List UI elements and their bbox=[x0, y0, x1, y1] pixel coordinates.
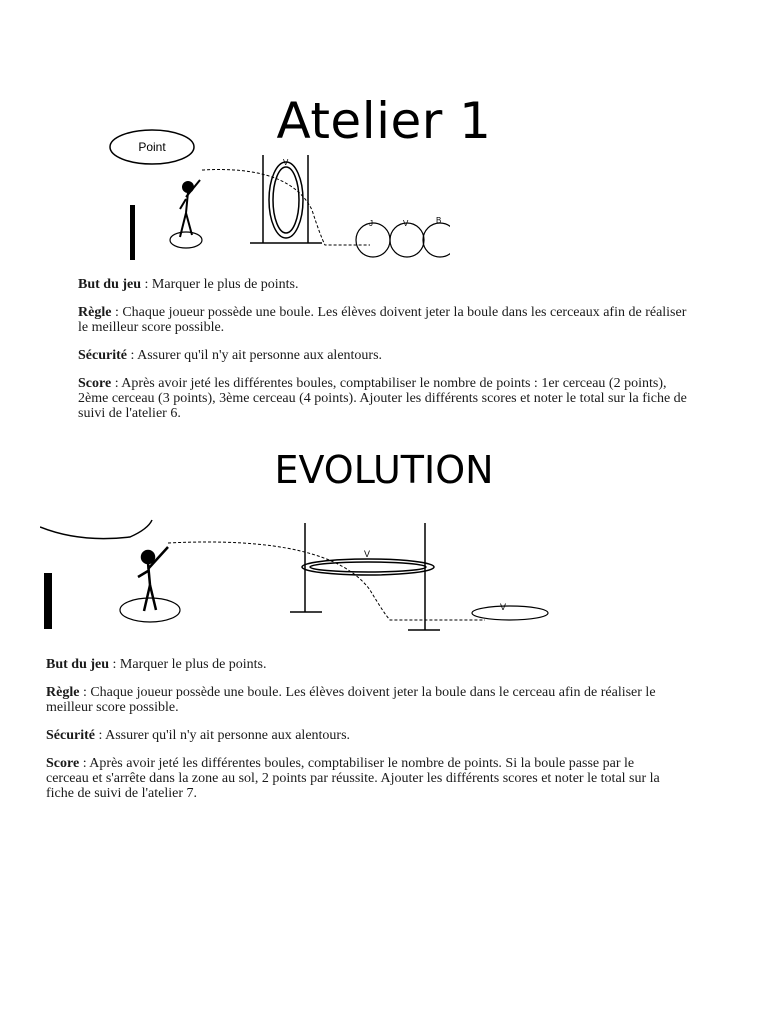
regle: Règle : Chaque joueur possède une boule. Les élèves doivent jeter la boule dans le cerceau afin de réaliser le meilleur score possible. bbox=[46, 685, 656, 715]
section1-title: Atelier 1 bbox=[276, 92, 492, 150]
point-bubble-label: Point bbox=[138, 140, 166, 154]
hoop-label: V bbox=[364, 549, 371, 559]
section2-title: EVOLUTION bbox=[274, 448, 494, 492]
securite: Sécurité : Assurer qu'il n'y ait personne aux alentours. bbox=[78, 348, 383, 363]
ground-hoops bbox=[356, 223, 450, 257]
vertical-hoop bbox=[250, 155, 322, 243]
throw-line bbox=[130, 205, 135, 260]
atelier1-rules bbox=[78, 277, 698, 434]
target-label: V bbox=[283, 158, 289, 167]
hoop-label-2: V bbox=[403, 219, 409, 228]
thrower-figure bbox=[170, 180, 202, 248]
throw-trajectory bbox=[168, 542, 485, 620]
but-du-jeu: But du jeu : Marquer le plus de points. bbox=[46, 657, 267, 672]
ground-zone bbox=[472, 606, 548, 620]
atelier1-diagram bbox=[100, 125, 450, 265]
evolution-rules bbox=[46, 657, 666, 814]
evolution-diagram bbox=[40, 515, 600, 635]
hoop-label-3: B bbox=[436, 216, 442, 225]
bubble-fragment bbox=[40, 520, 152, 539]
but-du-jeu: But du jeu : Marquer le plus de points. bbox=[78, 277, 299, 292]
horizontal-hoop bbox=[290, 523, 440, 630]
securite: Sécurité : Assurer qu'il n'y ait personne aux alentours. bbox=[46, 728, 351, 743]
score: Score : Après avoir jeté les différentes boules, comptabiliser le nombre de points. Si la boule passe par le cerceau et s'arrête dans la zone au sol, 2 points par réussite. Ajouter les différents scores et noter le total sur la fiche de suivi de l'atelier 7. bbox=[46, 756, 660, 801]
throw-line bbox=[44, 573, 52, 629]
ground-label: V bbox=[500, 602, 507, 612]
score: Score : Après avoir jeté les différentes boules, comptabiliser le nombre de points : 1er cerceau (2 points), 2ème cerceau (3 points), 3ème cerceau (4 points). Ajouter les différents scores et noter le total sur la fiche de suivi de l'atelier 6. bbox=[78, 376, 687, 421]
thrower-figure bbox=[120, 547, 180, 622]
point-bubble bbox=[110, 130, 194, 164]
regle: Règle : Chaque joueur possède une boule. Les élèves doivent jeter la boule dans les cerceaux afin de réaliser le meilleur score possible. bbox=[78, 305, 687, 335]
hoop-label-1: J bbox=[369, 219, 373, 228]
